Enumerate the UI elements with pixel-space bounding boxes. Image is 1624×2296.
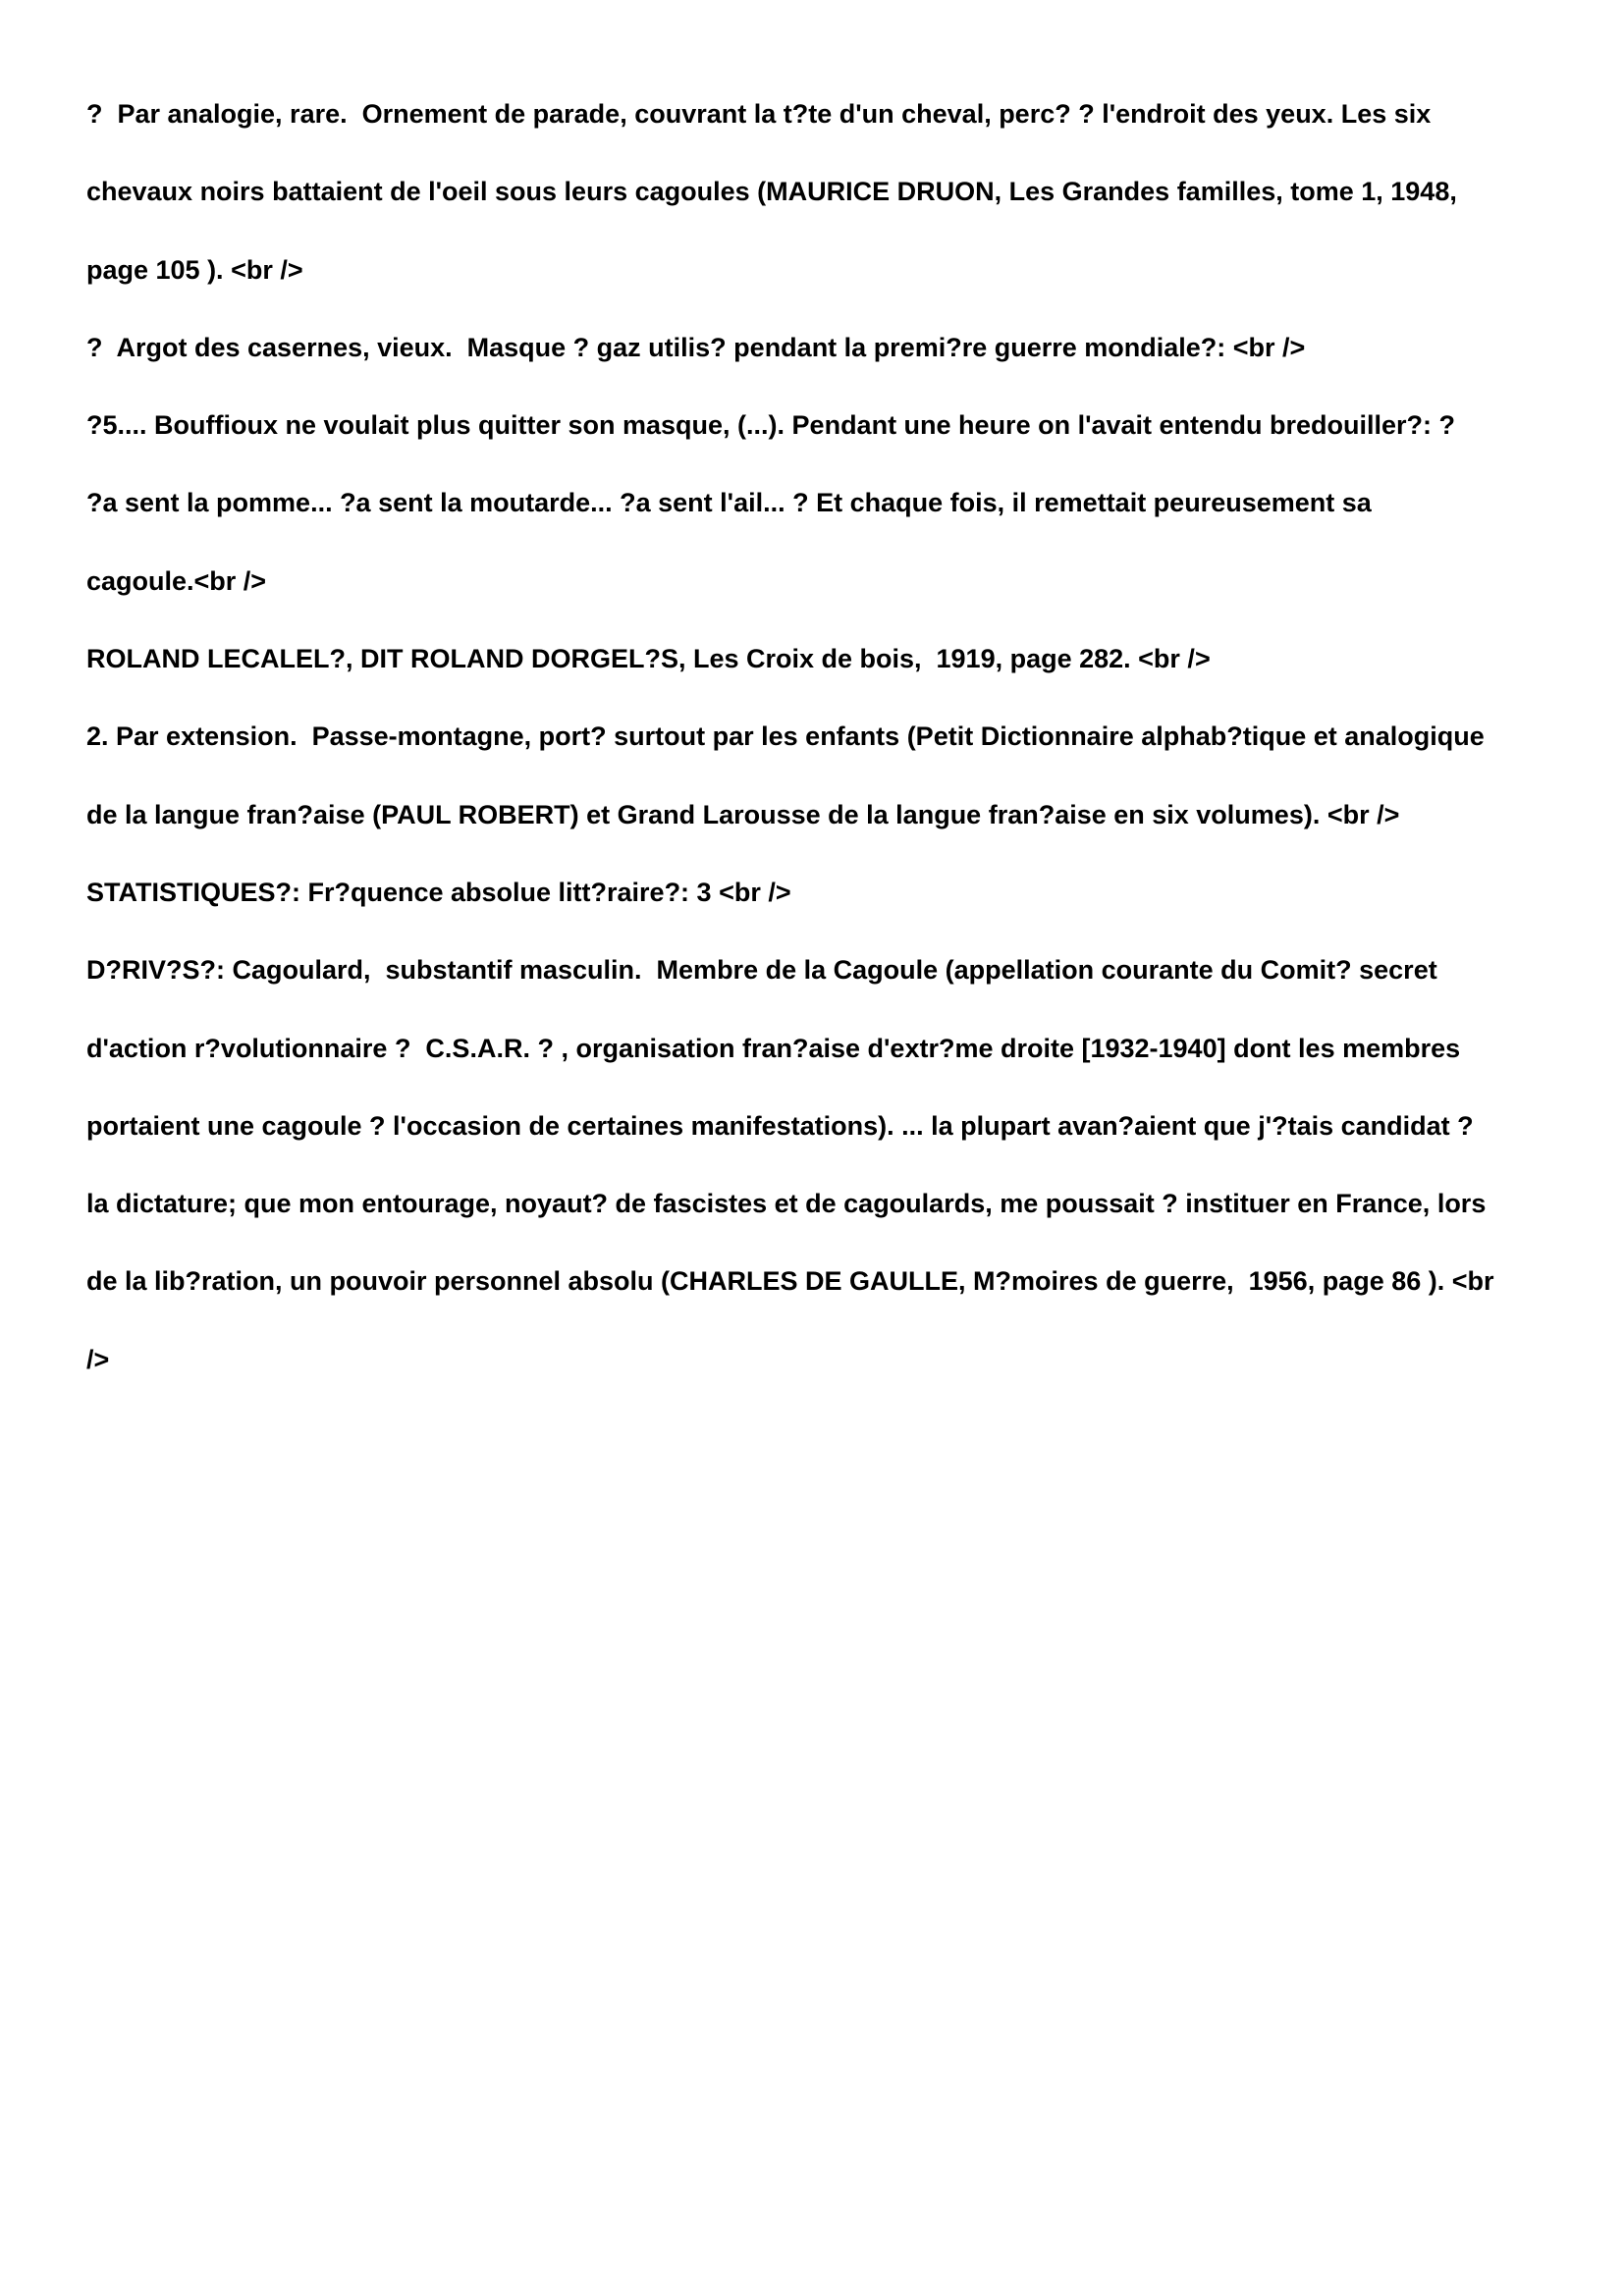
text-line: /> (86, 1344, 110, 1374)
text-line: de la lib?ration, un pouvoir personnel absolu (CHARLES DE GAULLE, M?moires de guerre, 1956, page 86 ). <br (86, 1266, 1494, 1297)
document-text (86, 94, 1559, 1417)
text-line: ? Par analogie, rare. Ornement de parade, couvrant la t?te d'un cheval, perc? ? l'endroit des yeux. Les six (86, 99, 1432, 129)
text-line: ?a sent la pomme... ?a sent la moutarde... ?a sent l'ail... ? Et chaque fois, il remettait peureusement sa (86, 488, 1372, 518)
text-line: D?RIV?S?: Cagoulard, substantif masculin. Membre de la Cagoule (appellation courante du Comit? secret (86, 955, 1437, 986)
text-line: 2. Par extension. Passe-montagne, port? surtout par les enfants (Petit Dictionnaire alphab?tique et analogique (86, 721, 1485, 752)
text-line: la dictature; que mon entourage, noyaut? de fascistes et de cagoulards, me poussait ? instituer en France, lors (86, 1189, 1487, 1219)
text-line: chevaux noirs battaient de l'oeil sous leurs cagoules (MAURICE DRUON, Les Grandes familles, tome 1, 1948, (86, 177, 1457, 207)
text-line: cagoule.<br /> (86, 565, 267, 596)
text-line: ? Argot des casernes, vieux. Masque ? gaz utilis? pendant la premi?re guerre mondiale?: <br /> (86, 332, 1306, 362)
text-line: ROLAND LECALEL?, DIT ROLAND DORGEL?S, Les Croix de bois, 1919, page 282. <br /> (86, 644, 1211, 674)
text-line: portaient une cagoule ? l'occasion de certaines manifestations). ... la plupart avan?aient que j'?tais candidat ? (86, 1110, 1474, 1141)
text-line: d'action r?volutionnaire ? C.S.A.R. ? , organisation fran?aise d'extr?me droite [1932-1940] dont les membres (86, 1033, 1461, 1063)
text-line: page 105 ). <br /> (86, 254, 303, 285)
text-line: de la langue fran?aise (PAUL ROBERT) et Grand Larousse de la langue fran?aise en six volumes). <br /> (86, 799, 1400, 829)
text-line: STATISTIQUES?: Fr?quence absolue litt?raire?: 3 <br /> (86, 877, 791, 907)
text-line: ?5.... Bouffioux ne voulait plus quitter son masque, (...). Pendant une heure on l'avait entendu bredouiller?: ? (86, 410, 1456, 441)
